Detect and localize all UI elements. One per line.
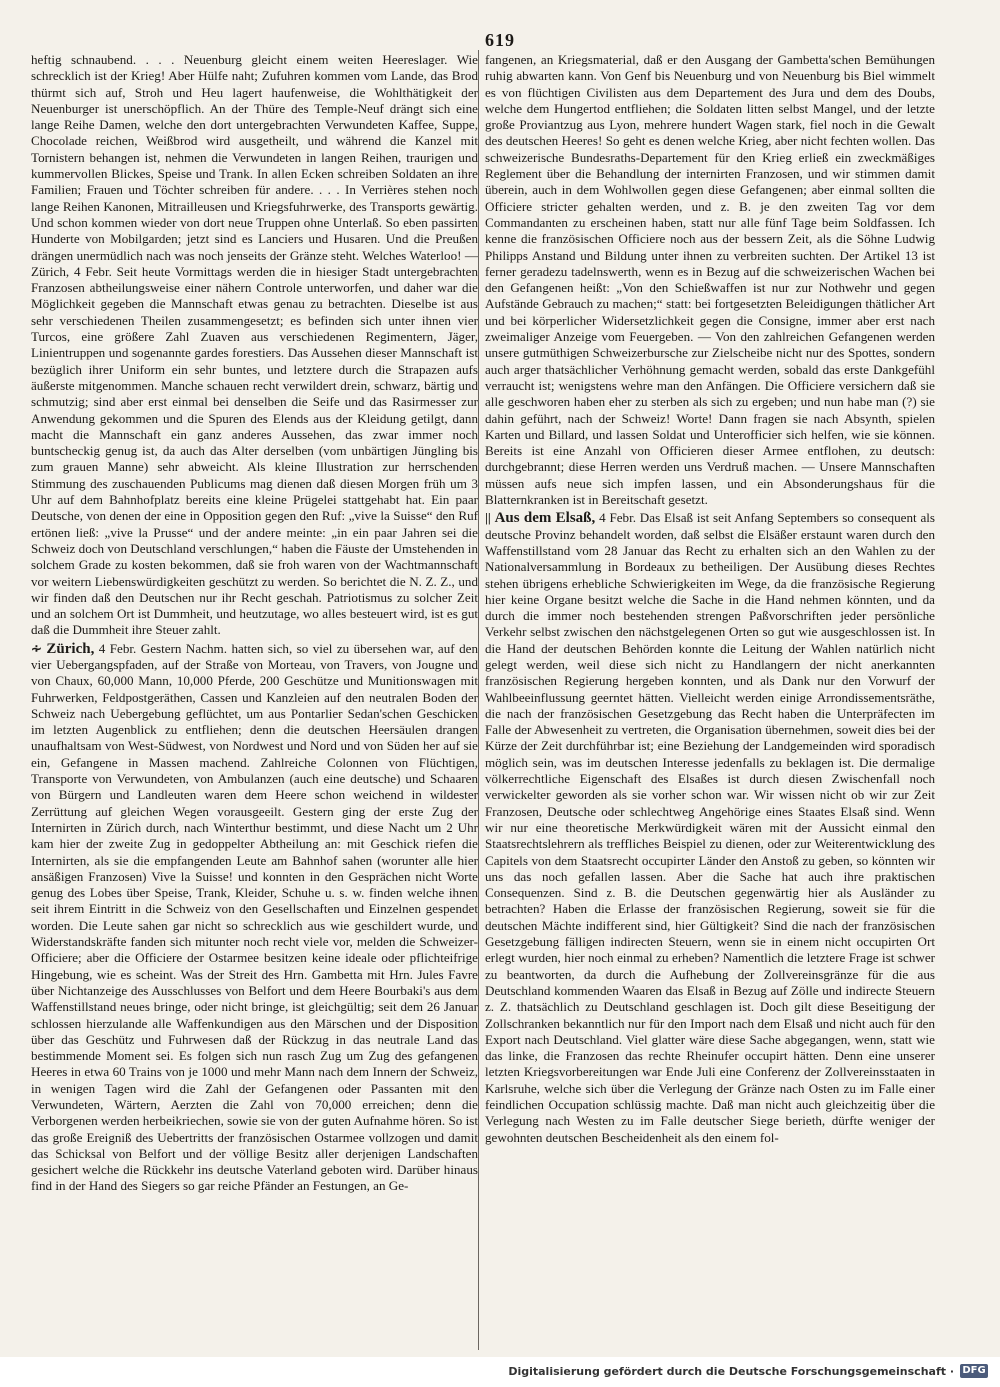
article-continuation: fangenen, an Kriegsmaterial, daß er den Ausgang der Gambetta'schen Bemühungen ruhig abwarten kann. Von Genf bis Neuenburg und von Neuenburg bis Biel wimmelt es von flüchtigen Civilisten aus dem Departement des Jura und dem des Doubs, welche dem Hungertod entfliehen; die Soldaten litten selbst Mangel, und der letzte große Proviantzug aus Lyon, mehrere hundert Wagen stark, fiel noch in die Gewalt des deutschen Heeres! So geht es denen welche Krieg, aber nicht fechten wollen. Das schweizerische Bundesraths-Departement für den Krieg erließ ein zweckmäßiges Reglement über die Behandlung der internirten Franzosen, und wir stimmen damit überein, auch in dem Wohlwollen gegen diese Gefangenen; aber einmal sollten die Officiere stricter gehalten werden, und z. B. je den zweiten Tag vor dem Commandanten zu erscheinen haben, statt nur alle fünf Tage beim Soldfassen. Ich kenne die französischen Officiere noch aus der bessern Zeit, als die Söhne Ludwig Philipps Anstand und Bildung unter ihnen zu verbreiten suchten. Der Artikel 13 ist ferner geradezu tadelnswerth, wenn es in Bezug auf die schweizerischen Wachen bei den Gefangenen heißt: „Von den Schießwaffen ist nur zur Nothwehr und gegen Aufstände Gebrauch zu machen;“ statt: bei fortgesetzten Beleidigungen thätlicher Art und bei körperlicher Widersetzlichkeit gegen die Consigne, immer aber erst nach zweimaliger Anzeige vom Feuergeben. — Von den zahlreichen Gefangenen werden unsere gutmüthigen Schweizerbursche zur Zielscheibe nicht nur des Spottes, sondern auch arger thatsächlicher Verhöhnung gemacht werden, sobald das erste Dankgefühl verraucht ist; wenigstens wehre man den Anfängen. Die Officiere versichern daß sie alle geschworen haben eher zu sterben als sich zu ergeben; und nun habe man (?) sie dahin geführt, nach der Schweiz! Worte! Dann fragen sie nach Absynth, spielen Karten und Billard, und lassen Soldat und Unterofficier sich helfen, wie sie können. Bereits ist eine Anzahl von Officieren dieser Armee entflohen, zu deutsch: durchgebrannt; diese Herren werden uns Verdruß machen. — Unsere Mannschaften müssen aufs neue sich impfen lassen, und ein Absonderungshaus für die Blatternkranken ist in Bereitschaft gesetzt. — [485, 52, 935, 508]
article-zuerich-1: heftig schnaubend. . . . Neuenburg gleicht einem weiten Heereslager. Wie schrecklich ist der Krieg! Aber Hülfe naht; Zufuhren kommen vom Lande, das Brod thürmt sich auf, Stroh und Heu lagert haufenweise, die Wohlthätigkeit der Neuenburger ist unerschöpflich. An der Thüre des Temple-Neuf drängt sich eine lange Reihe Damen, welche den dort untergebrachten Verwundeten Kaffee, Suppe, Chocolade reichen, Weißbrod wird ausgetheilt, und während die Kanzel mit Tornistern behangen ist, nehmen die Verwundeten in langen Reihen, traurigen und kummervollen Blickes, Speise und Trank. In allen Ecken schreiben Soldaten an ihre Familien; Frauen und Töchter schreiben für andere. . . . In Verrières stehen noch lange Reihen Kanonen, Mitrailleusen und Kriegsfuhrwerke, des Transports gewärtig. Und schon kommen wieder von dort neue Truppen ohne Unterlaß. So eben passirten Hunderte von Mobilgarden; jetzt sind es Lanciers und Husaren. Und die Preußen drängen unermüdlich nach was noch jenseits der Gränze steht. Welches Waterloo! — Zürich, 4 Febr. Seit heute Vormittags werden die in hiesiger Stadt untergebrachten Franzosen abtheilungsweise einer nähern Controle unterworfen, und daher war die Möglichkeit gegeben die Mannschaft etwas genau zu betrachten. Dieselbe ist aus sehr verschiedenen Theilen zusammengesetzt; es befinden sich unter ihnen vier Turcos, eine größere Zahl Zuaven aus verschiedenen Regimentern, Jäger, Linientruppen und sogenannte gardes forestiers. Das Aussehen dieser Mannschaft ist bezüglich ihrer Uniform ein sehr buntes, und letztere durch die Strapazen aufs äußerste mitgenommen. Manche schauen recht verwildert drein, schwarz, bärtig und schmutzig; sind aber erst einmal bei denselben die Seife und das Rasirmesser zur Anwendung gekommen und die Spuren des Elends aus der Kleidung getilgt, dann macht die Mannschaft ein ganz anderes Aussehen, das zwar immer noch buntscheckig genug ist, da auch das Alter derselben (vom unbärtigen Jüngling bis zum grauen Manne) sehr abweicht. Als kleine Illustration zur herrschenden Stimmung des zuschauenden Publicums mag dienen daß diesen Morgen früh um 3 Uhr auf dem Bahnhofplatz bereits eine kleine Prügelei stattgehabt hat. Ein paar Deutsche, von denen der eine in Opposition gegen den Ruf: „vive la Suisse“ den Ruf ertönen ließ: „vive la Prusse“ und der andere meinte: „in ein paar Jahren sei die Schweiz doch von Deutschland verschlungen,“ haben die Fäuste der Umstehenden in solchem Grade zu kosten bekommen, daß sie froh waren von der Wachtmannschaft vor weitern Liebenswürdigkeiten geschützt zu werden. So berichtet die N. Z. Z., und wir finden daß den Deutschen nur ihr Recht geschah. Patriotismus zu solcher Zeit und an solchem Ort ist Dummheit, und heutzutage, wo alles besteuert wird, ist es gut daß die Dummheit ihre Steuer zahlt. — [31, 52, 478, 638]
article-body: 4 Febr. Gestern Nachm. hatten sich, so viel zu übersehen war, auf den vier Uebergangspfaden, auf der Straße von Morteau, von Travers, von Jougne und von Chaux, 60,000 Mann, 10,000 Pferde, 200 Geschütze und Munitionswagen mit Fuhrwerken, Feldpostgeräthen, Cassen und Kanzleien auf den neutralen Boden der Schweiz nach Uebergebung geflüchtet, um aus Pontarlier Sedan'schen Geschicken im letzten Augenblick zu entfliehen; denn die deutschen Heersäulen drangen unaufhaltsam von West-Südwest, von Nordwest und Nord und von Süden her auf sie ein, Gefangene in Massen machend. Zahlreiche Colonnen von Flüchtigen, Transporte von Verwundeten, von Ambulanzen (auch eine deutsche) und Schaaren von Bürgern und Landleuten waren dem Heere schon weichend in wildester Zerrüttung auf gleichen Wegen vorausgeeilt. Gestern ging der erste Zug der Internirten in Zürich durch, nach Winterthur bestimmt, und diese Nacht um 2 Uhr kam hier der zweite Zug in gedoppelter Abtheilung an: mit Geschick riefen die Internirten, als sie die empfangenden Leute am Bahnhof sahen (worunter alle hier ansäßigen Franzosen) Vive la Suisse! und konnten in den Gesprächen nicht Worte genug des Lobes über Speise, Trank, Kleider, Schuhe u. s. w. finden welche ihnen seit ihrem Eintritt in die Schweiz von den Gesellschaften und Einzelnen gespendet worden. Die Leute sahen gar nicht so schrecklich aus wie geschildert wurde, und Widerstandskräfte fanden sich mitunter noch recht viele vor, melden die Schweizer-Officiere; aber die Officiere der Ostarmee besitzen keine ideale oder pflichteifrige Hingebung, wie es scheint. Was der Streit des Hrn. Gambetta mit Hrn. Jules Favre über Nichtanzeige des Ausschlusses von Belfort und dem Heere Bourbaki's aus dem Waffenstillstand neues bringe, oder nicht bringe, ist gleichgültig; seit dem 26 Januar schlossen hierzulande alle Waffenkundigen aus den Märschen und der Disposition über das Geschütz und Fuhrwesen daß der Rückzug in das neutrale Land das bestimmende Moment sei. Es folgen sich nun rasch Zug um Zug des gefangenen Heeres in etwa 60 Trains von je 1000 und mehr Mann nach dem Innern der Schweiz, in wenigen Tagen wird die Zahl der Gefangenen oder Passanten mit den Verwundeten, Wärtern, Aerzten die Zahl von 70,000 erreichen; denn die Verborgenen werden herbeikriechen, sowie sie von der guten Aufnahme hören. So ist das große Ereigniß des Uebertritts der französischen Ostarmee vollzogen und damit das Schicksal von Belfort und der völlige Besitz aller derjenigen Landschaften gesichert welche die Rückkehr ins deutsche Vaterland geboten wird. Darüber hinaus find in der Hand des Siegers so gar reiche Pfänder an Festungen, an Ge- — [31, 640, 478, 1194]
section-marker: ∻ — [31, 640, 42, 656]
dateline: Aus dem Elsaß, — [494, 510, 596, 527]
dfg-logo: DFG — [960, 1364, 988, 1378]
column-divider — [478, 50, 479, 1350]
dateline: Zürich, — [46, 640, 95, 657]
article-zuerich-2 — [31, 641, 478, 1195]
article-body: 4 Febr. Das Elsaß ist seit Anfang Septembers so consequent als deutsche Provinz behandelt worden, daß selbst die Elsäßer erstaunt waren durch den Waffenstillstand vom 28 Januar das Recht zu erhalten sich an den Wahlen zu der Nationalversammlung in Bordeaux zu betheiligen. Der Ausübung dieses Rechtes stehen übrigens erhebliche Schwierigkeiten im Wege, da die französische Regierung hier keine Organe besitzt welche die Sache in die Hand nehmen könnten, und da durch die immer noch bestehenden strengen Paßvorschriften jeder persönliche Verkehr selbst zwischen den nächstgelegenen Orten so gut wie ausgeschlossen ist. In die Hand der deutschen Behörden konnte die Leitung der Wahlen natürlich nicht gelegt werden, weil diese sich nicht zu Handlangern der nicht anerkannten französischen Regierung hergeben konnten, und als Dank nur den Vorwurf der Wahlbeeinflussung geerntet hätten. Vielleicht werden einige Arrondissementsräthe, die nach der französischen Gesetzgebung das Recht haben die Unterpräfecten im Falle der Abwesenheit zu vertreten, die Organisation übernehmen, soweit dies bei der Kürze der Zeit durchführbar ist; eine Beziehung der Landgemeinden wird sporadisch möglich sein, was im deutschen Interesse jedenfalls zu beklagen ist. Die dermalige völkerrechtliche Eigenschaft des Elsaßes ist durch diesen Zwischenfall noch verwickelter geworden als sie vorher schon war. Wir wissen nicht ob wir zur Zeit Franzosen, Deutsche oder schlechtweg Angehörige eines Staates Elsaß sind. Wenn wir nur eine theoretische Merkwürdigkeit wären mit der Aussicht einmal den Staatsrechtslehrern als treffliches Beispiel zu dienen, oder zur Weiterentwicklung des Capitels von dem Staatsrecht occupirter Länder den Anstoß zu geben, so könnten wir uns das noch gefallen lassen. Aber die Sache hat auch ihre praktischen Consequenzen. Sind z. B. die Deutschen gegenwärtig hier als Ausländer zu betrachten? Haben die Erlasse der französischen Regierung, soweit sie für die deutschen Mächte indifferent sind, hier Gültigkeit? Sind die nach der französischen Gesetzgebung fälligen indirecten Steuern, wenn sie in einem nicht occupirten Ort erlegt wurden, hier noch einmal zu erheben? Namentlich die letztere Frage ist schwer zu beantworten, da durch die Aufhebung der Zollvereinsgränze für die aus Deutschland kommenden Waaren das Elsaß in Bezug auf Zölle und indirecte Steuern z. Z. thatsächlich zu Deutschland geschlagen ist. Doch gilt diese Beseitigung der Zollschranken bekanntlich nur für den Import nach dem Elsaß und nicht auch für den Export nach Deutschland. Viel glatter wäre diese Sache abgegangen, wenn, statt wie das linke, die Franzosen das rechte Rheinufer occupirt hätten. Denn eine unserer letzten Kriegsvorbereitungen war Ende Juli eine Conferenz der Zollvereinsstaaten in Karlsruhe, welche sich über die Verlegung der Gränze nach Osten zu im Falle einer feindlichen Occupation schlüssig machte. Daß man nicht auch gleichzeitig über die Verlegung nach Westen zu im Falle deutscher Siege berieth, dürfte weniger der gewohnten deutschen Bescheidenheit als den einem fol- — [485, 510, 936, 1145]
article-elsass — [485, 510, 935, 1146]
page-number: 619 — [485, 30, 515, 50]
section-marker: || — [485, 510, 491, 526]
right-column — [485, 52, 935, 1146]
footer-credit: Digitalisierung gefördert durch die Deutsche Forschungsgemeinschaft · — [508, 1365, 954, 1378]
footer-bar — [0, 1357, 1000, 1387]
left-column — [31, 52, 478, 1195]
